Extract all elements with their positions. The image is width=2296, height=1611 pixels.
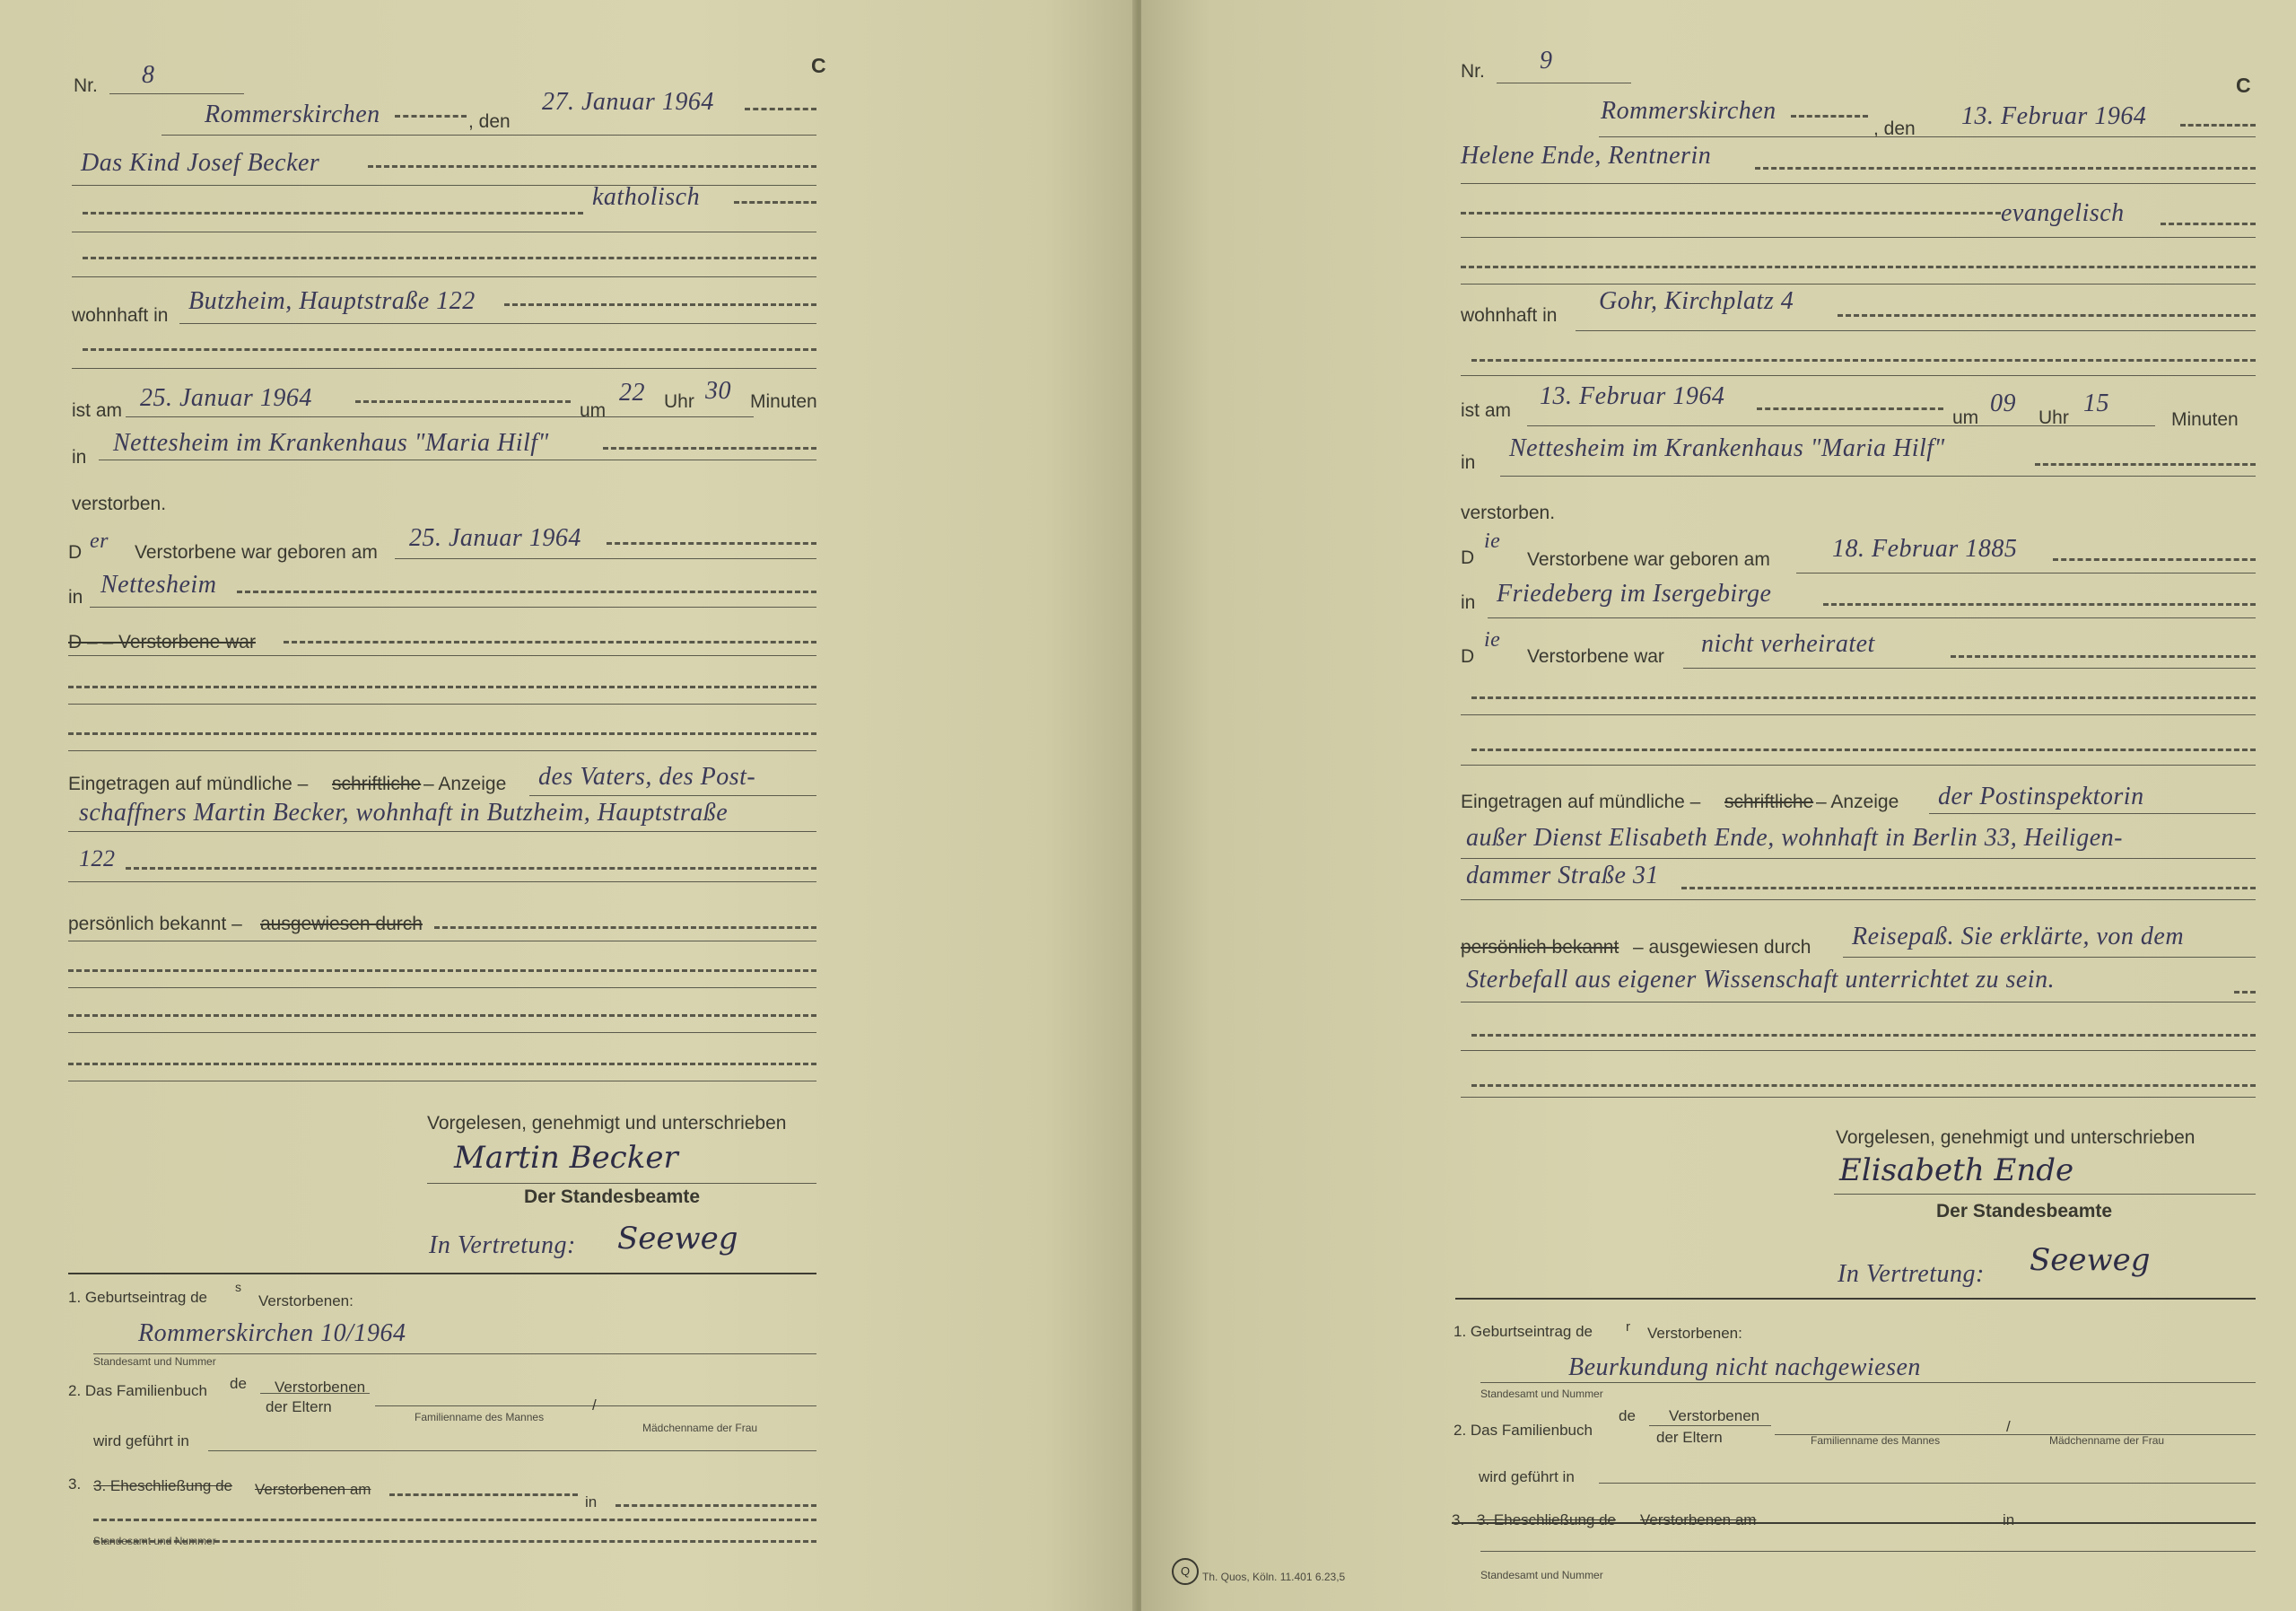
fn3-number: 3.	[68, 1475, 82, 1493]
wohnhaft-label: wohnhaft in	[1461, 305, 1558, 326]
registry-place: Rommerskirchen	[205, 101, 380, 128]
death-place: Nettesheim im Krankenhaus "Maria Hilf"	[113, 429, 549, 457]
registry-place: Rommerskirchen	[1601, 97, 1777, 125]
rule-line	[72, 276, 816, 277]
schriftliche-struck: schriftliche	[1724, 792, 1814, 812]
fn3-label: 3. Eheschließung de	[93, 1477, 232, 1494]
ist-am-label: ist am	[1461, 400, 1512, 421]
fn2-label: 2. Das Familienbuch	[1454, 1422, 1593, 1439]
den-label: , den	[468, 111, 511, 132]
fill-dash	[1471, 1084, 2256, 1087]
rule-line	[1576, 330, 2256, 331]
fn3-in: in	[585, 1493, 598, 1510]
fill-dash	[2035, 463, 2256, 466]
fill-dash	[607, 542, 816, 545]
rule-line	[93, 1353, 816, 1354]
d-article: ie	[1484, 530, 1501, 553]
fill-dash	[284, 641, 816, 644]
entry-number: 8	[142, 61, 155, 89]
fill-dash	[368, 165, 816, 168]
fill-dash	[1471, 696, 2256, 699]
rule-line	[1461, 1097, 2256, 1098]
rule-line	[68, 831, 816, 832]
religion: evangelisch	[2001, 199, 2125, 227]
ausgewiesen-label: – ausgewiesen durch	[1633, 937, 1811, 958]
minuten-label: Minuten	[2171, 409, 2239, 430]
fn2-verstorbenen: Verstorbenen	[1669, 1407, 1760, 1424]
official-signature: Seeweg	[2030, 1242, 2151, 1278]
born-label: Verstorbene war geboren am	[135, 542, 378, 563]
fn1-small: r	[1626, 1319, 1630, 1335]
d-label: D	[1461, 547, 1475, 568]
bekannt-label: persönlich bekannt –	[68, 914, 242, 934]
fn1-label: 1. Geburtseintrag de	[68, 1289, 207, 1306]
fn2-wird: wird geführt in	[93, 1432, 189, 1449]
death-hour: 22	[619, 379, 645, 407]
fill-dash	[1838, 314, 2256, 317]
verstorben-label: verstorben.	[1461, 503, 1556, 523]
rule-line	[1461, 899, 2256, 900]
fill-dash	[1461, 212, 2001, 215]
rule-line	[68, 704, 816, 705]
rule-line	[1480, 1382, 2256, 1383]
fn3-number: 3.	[1452, 1511, 1465, 1528]
anzeige-text-3: 122	[79, 845, 116, 871]
rule-line	[68, 1032, 816, 1033]
rule-line	[68, 987, 816, 988]
schriftliche-struck: schriftliche	[332, 774, 422, 794]
fill-dash	[68, 1014, 816, 1017]
informant-signature: Martin Becker	[454, 1140, 678, 1176]
rule-line	[1527, 425, 2155, 426]
rule-line	[179, 323, 816, 324]
fill-dash	[83, 212, 583, 215]
fn1-label: 1. Geburtseintrag de	[1454, 1323, 1593, 1340]
fill-dash	[1791, 115, 1868, 118]
d-label: D	[68, 542, 83, 563]
fill-dash	[1757, 407, 1943, 410]
minuten-label: Minuten	[750, 391, 817, 412]
fn2-slash: /	[592, 1396, 597, 1414]
rule-line	[208, 1450, 816, 1451]
fill-dash	[615, 1504, 816, 1507]
fill-dash	[734, 201, 816, 204]
anzeige-text-2: außer Dienst Elisabeth Ende, wohnhaft in Berlin 33, Heiligen-	[1466, 824, 2123, 852]
fn1-caption: Standesamt und Nummer	[93, 1355, 216, 1368]
ausgewiesen-struck: ausgewiesen durch	[260, 914, 423, 934]
fn2-mann: Familienname des Mannes	[415, 1411, 545, 1423]
fn2-slash: /	[2006, 1418, 2011, 1435]
rule-line	[529, 795, 816, 796]
marital-status: nicht verheiratet	[1701, 630, 1875, 658]
rule-line	[1461, 765, 2256, 766]
fn2-frau: Mädchenname der Frau	[2049, 1434, 2165, 1447]
rule-line	[427, 1183, 816, 1184]
rule-line	[1461, 1050, 2256, 1051]
death-hour: 09	[1990, 390, 2016, 417]
fn3-suffix: Verstorbenen am	[1640, 1511, 1757, 1528]
rule-line	[1461, 183, 2256, 184]
rule-line	[1929, 813, 2256, 814]
official-signature: Seeweg	[617, 1221, 738, 1256]
entry-number: 9	[1540, 47, 1553, 74]
birth-place: Nettesheim	[100, 571, 217, 599]
religion: katholisch	[592, 183, 701, 211]
vertretung-label: In Vertretung:	[1838, 1260, 1985, 1288]
standesbeamte-label: Der Standesbeamte	[524, 1186, 701, 1207]
fill-dash	[2180, 124, 2256, 127]
fill-dash	[504, 303, 816, 306]
fn3-label: 3. Eheschließung de	[1477, 1511, 1616, 1528]
wohnhaft-label: wohnhaft in	[72, 305, 169, 326]
death-date: 13. Februar 1964	[1540, 382, 1725, 410]
anzeige-label: – Anzeige	[1816, 792, 1899, 812]
deceased-name: Helene Ende, Rentnerin	[1461, 142, 1712, 170]
rule-line	[126, 416, 754, 417]
death-minutes: 15	[2083, 390, 2109, 417]
rule-line	[1599, 136, 2256, 137]
anzeige-label: – Anzeige	[423, 774, 507, 794]
fill-dash	[434, 926, 816, 929]
section-divider	[1455, 1298, 2256, 1300]
um-label: um	[1952, 407, 1979, 428]
fill-dash	[1681, 887, 2256, 889]
rule-line	[72, 368, 816, 369]
fill-dash	[68, 1063, 816, 1065]
anzeige-text-1: der Postinspektorin	[1938, 783, 2144, 810]
rule-line	[1480, 1551, 2256, 1552]
nr-label: Nr.	[1461, 61, 1485, 82]
fn2-wird: wird geführt in	[1479, 1468, 1575, 1485]
fill-dash	[389, 1493, 578, 1496]
strike-line	[1452, 1522, 2256, 1524]
fill-dash	[68, 732, 816, 735]
rule-line	[1461, 858, 2256, 859]
fill-dash	[93, 1519, 816, 1521]
ausgewiesen-text-1: Reisepaß. Sie erklärte, von dem	[1852, 923, 2185, 950]
rule-line	[1461, 714, 2256, 715]
verstorben-label: verstorben.	[72, 494, 167, 514]
section-divider	[68, 1273, 816, 1274]
rule-line	[1683, 668, 2256, 669]
fn2-mann: Familienname des Mannes	[1811, 1434, 1941, 1447]
eingetragen-label: Eingetragen auf mündliche –	[68, 774, 309, 794]
fn3-caption: Standesamt und Nummer	[1480, 1569, 1603, 1581]
fn2-de: de	[230, 1375, 247, 1392]
fn1-value: Beurkundung nicht nachgewiesen	[1568, 1353, 1921, 1381]
death-date: 25. Januar 1964	[140, 384, 312, 412]
nr-label: Nr.	[74, 75, 98, 96]
nr-line	[109, 93, 244, 94]
uhr-label: Uhr	[2038, 407, 2069, 428]
anzeige-text-3: dammer Straße 31	[1466, 862, 1659, 889]
vorgelesen-text: Vorgelesen, genehmigt und unterschrieben	[1836, 1127, 2196, 1148]
right-page	[1141, 0, 2296, 1611]
eingetragen-label: Eingetragen auf mündliche –	[1461, 792, 1701, 812]
d-article-2: ie	[1484, 628, 1501, 652]
fill-dash	[1471, 749, 2256, 751]
rule-line	[68, 881, 816, 882]
fn2-de: de	[1619, 1407, 1636, 1424]
form-letter: C	[811, 54, 826, 77]
fill-dash	[2161, 223, 2256, 225]
fn3-in: in	[2003, 1511, 2015, 1528]
printer-logo-icon: Q	[1172, 1558, 1199, 1585]
in-label: in	[1461, 452, 1476, 473]
in-label-2: in	[1461, 592, 1476, 613]
rule-line	[162, 135, 816, 136]
rule-line	[72, 185, 816, 186]
vorgelesen-text: Vorgelesen, genehmigt und unterschrieben	[427, 1113, 787, 1134]
fill-dash	[1471, 1034, 2256, 1037]
registry-date: 27. Januar 1964	[542, 88, 714, 116]
fill-dash	[745, 108, 816, 110]
residence: Butzheim, Hauptstraße 122	[188, 287, 476, 315]
rule-line	[1834, 1194, 2256, 1195]
rule-line	[1461, 375, 2256, 376]
informant-signature: Elisabeth Ende	[1839, 1152, 2074, 1188]
rule-line	[260, 1393, 370, 1394]
fn2-label: 2. Das Familienbuch	[68, 1382, 207, 1399]
rule-line	[1488, 617, 2256, 618]
fill-dash	[237, 591, 816, 593]
fill-dash	[126, 867, 816, 870]
marital-label-struck: D – – Verstorbene war	[68, 632, 256, 652]
form-letter: C	[2236, 74, 2251, 97]
death-minutes: 30	[705, 377, 731, 405]
left-page	[0, 0, 1136, 1611]
fill-dash	[1951, 655, 2256, 658]
fill-dash	[1461, 266, 2256, 268]
ausgewiesen-text-2: Sterbefall aus eigener Wissenschaft unterrichtet zu sein.	[1466, 966, 2056, 994]
fill-dash	[68, 686, 816, 688]
um-label: um	[580, 400, 607, 421]
standesbeamte-label: Der Standesbeamte	[1936, 1201, 2113, 1221]
fn2-frau: Mädchenname der Frau	[642, 1422, 758, 1434]
den-label: , den	[1873, 118, 1916, 139]
fn1-suffix: Verstorbenen:	[258, 1292, 354, 1309]
fill-dash	[68, 969, 816, 972]
fill-dash	[1471, 359, 2256, 362]
fn1-suffix: Verstorbenen:	[1647, 1325, 1742, 1342]
rule-line	[68, 750, 816, 751]
fill-dash	[2234, 991, 2256, 994]
fn1-caption: Standesamt und Nummer	[1480, 1388, 1603, 1400]
fill-dash	[603, 447, 816, 450]
fn2-eltern: der Eltern	[266, 1398, 332, 1415]
rule-line	[90, 607, 816, 608]
rule-line	[1500, 476, 2256, 477]
married-label: Verstorbene war	[1527, 646, 1664, 667]
birth-date: 18. Februar 1885	[1832, 535, 2018, 563]
death-place: Nettesheim im Krankenhaus "Maria Hilf"	[1509, 434, 1945, 462]
in-label-2: in	[68, 587, 83, 608]
uhr-label: Uhr	[664, 391, 694, 412]
ist-am-label: ist am	[72, 400, 123, 421]
fill-dash	[1823, 603, 2256, 606]
rule-line	[395, 558, 816, 559]
fn1-small: s	[235, 1280, 241, 1294]
fill-dash	[1755, 167, 2256, 170]
birth-place: Friedeberg im Isergebirge	[1497, 580, 1772, 608]
rule-line	[1599, 1483, 2256, 1484]
fn2-verstorbenen: Verstorbenen	[275, 1379, 366, 1396]
fill-dash	[2053, 558, 2256, 561]
d-article: er	[90, 530, 109, 553]
rule-line	[1649, 1425, 1771, 1426]
d-label-2: D	[1461, 646, 1475, 667]
fill-dash	[395, 115, 467, 118]
deceased-name: Das Kind Josef Becker	[81, 149, 320, 177]
rule-line	[1461, 237, 2256, 238]
anzeige-text-1: des Vaters, des Post-	[538, 763, 756, 791]
vertretung-label: In Vertretung:	[429, 1231, 576, 1259]
fill-dash	[83, 257, 816, 259]
fn1-value: Rommerskirchen 10/1964	[138, 1319, 406, 1347]
in-label: in	[72, 447, 87, 468]
born-label: Verstorbene war geboren am	[1527, 549, 1770, 570]
rule-line	[68, 655, 816, 656]
fn3-suffix: Verstorbenen am	[255, 1481, 371, 1498]
fill-dash	[83, 348, 816, 351]
printer-imprint: Th. Quos, Köln. 11.401 6.23,5	[1202, 1571, 1346, 1583]
rule-line	[1461, 284, 2256, 285]
registry-date: 13. Februar 1964	[1961, 102, 2147, 130]
fn2-eltern: der Eltern	[1656, 1429, 1723, 1446]
rule-line	[1843, 957, 2256, 958]
bekannt-struck: persönlich bekannt	[1461, 937, 1619, 958]
birth-date: 25. Januar 1964	[409, 524, 581, 552]
residence: Gohr, Kirchplatz 4	[1599, 287, 1794, 315]
anzeige-text-2: schaffners Martin Becker, wohnhaft in Butzheim, Hauptstraße	[79, 799, 729, 827]
fill-dash	[355, 400, 571, 403]
fn3-caption: Standesamt und Nummer	[93, 1535, 216, 1547]
